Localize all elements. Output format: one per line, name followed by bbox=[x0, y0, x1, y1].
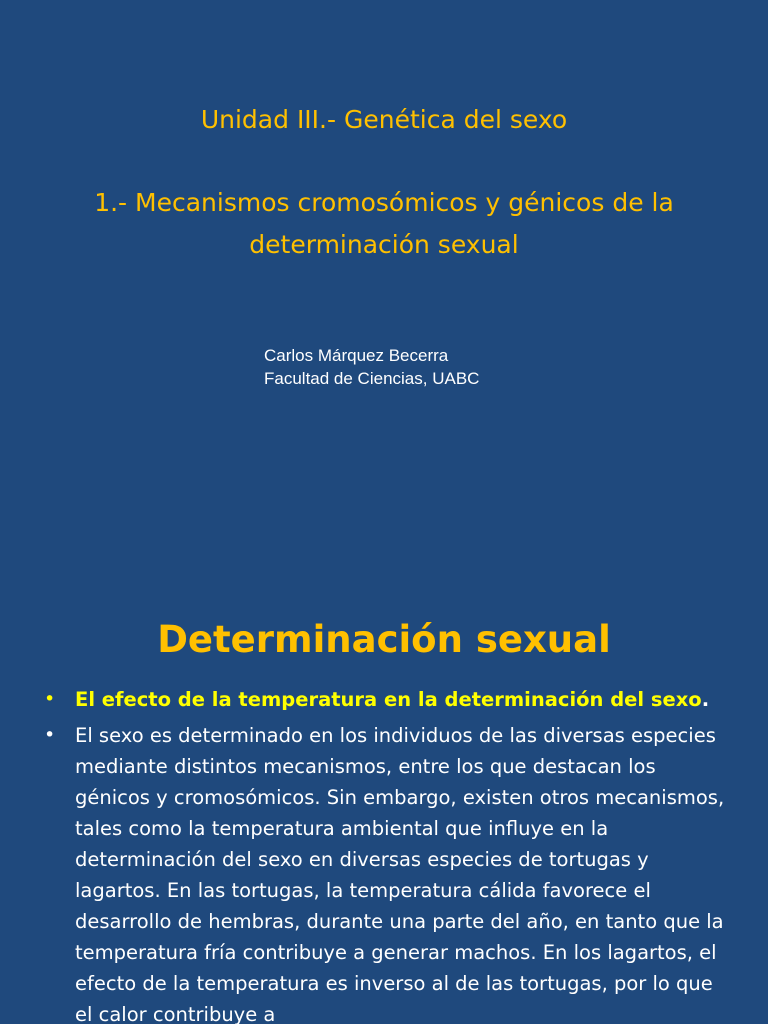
bullet-item-temperature-effect bbox=[44, 684, 734, 715]
bullet-icon: • bbox=[44, 688, 56, 710]
author-name: Carlos Márquez Becerra bbox=[264, 346, 449, 365]
subtitle-line-2: determinación sexual bbox=[249, 230, 519, 259]
bullet-list bbox=[44, 684, 734, 1024]
bullet-item-explanation bbox=[44, 720, 734, 1024]
slide-1-title bbox=[0, 102, 768, 138]
slide-1-subtitle bbox=[30, 182, 738, 266]
slide-content bbox=[0, 512, 768, 1024]
bullet-text: El efecto de la temperatura en la determinación del sexo bbox=[75, 688, 702, 711]
bullet-icon: • bbox=[44, 724, 56, 746]
author-affiliation: Facultad de Ciencias, UABC bbox=[264, 369, 480, 388]
slide-2-title: Determinación sexual bbox=[157, 618, 611, 661]
subtitle-line-1: 1.- Mecanismos cromosómicos y génicos de la bbox=[94, 188, 674, 217]
bullet-text: El sexo es determinado en los individuos de las diversas especies mediante distintos mecanismos, entre los que destacan los génicos y cromosómicos. Sin embargo, existen otros mecanismos, tales como la temperatura ambiental que influye en la determinación del sexo en diversas especies de tortugas y lagartos. En las tortugas, la temperatura cálida favorece el desarrollo de hembras, durante una parte del año, en tanto que la temperatura fría contribuye a generar machos. En los lagartos, el efecto de la temperatura es inverso al de las tortugas, por lo que el calor contribuye a bbox=[75, 724, 725, 1024]
unit-title: Unidad III.- Genética del sexo bbox=[200, 105, 568, 134]
author-block bbox=[264, 344, 479, 390]
bullet-period: . bbox=[701, 688, 710, 711]
